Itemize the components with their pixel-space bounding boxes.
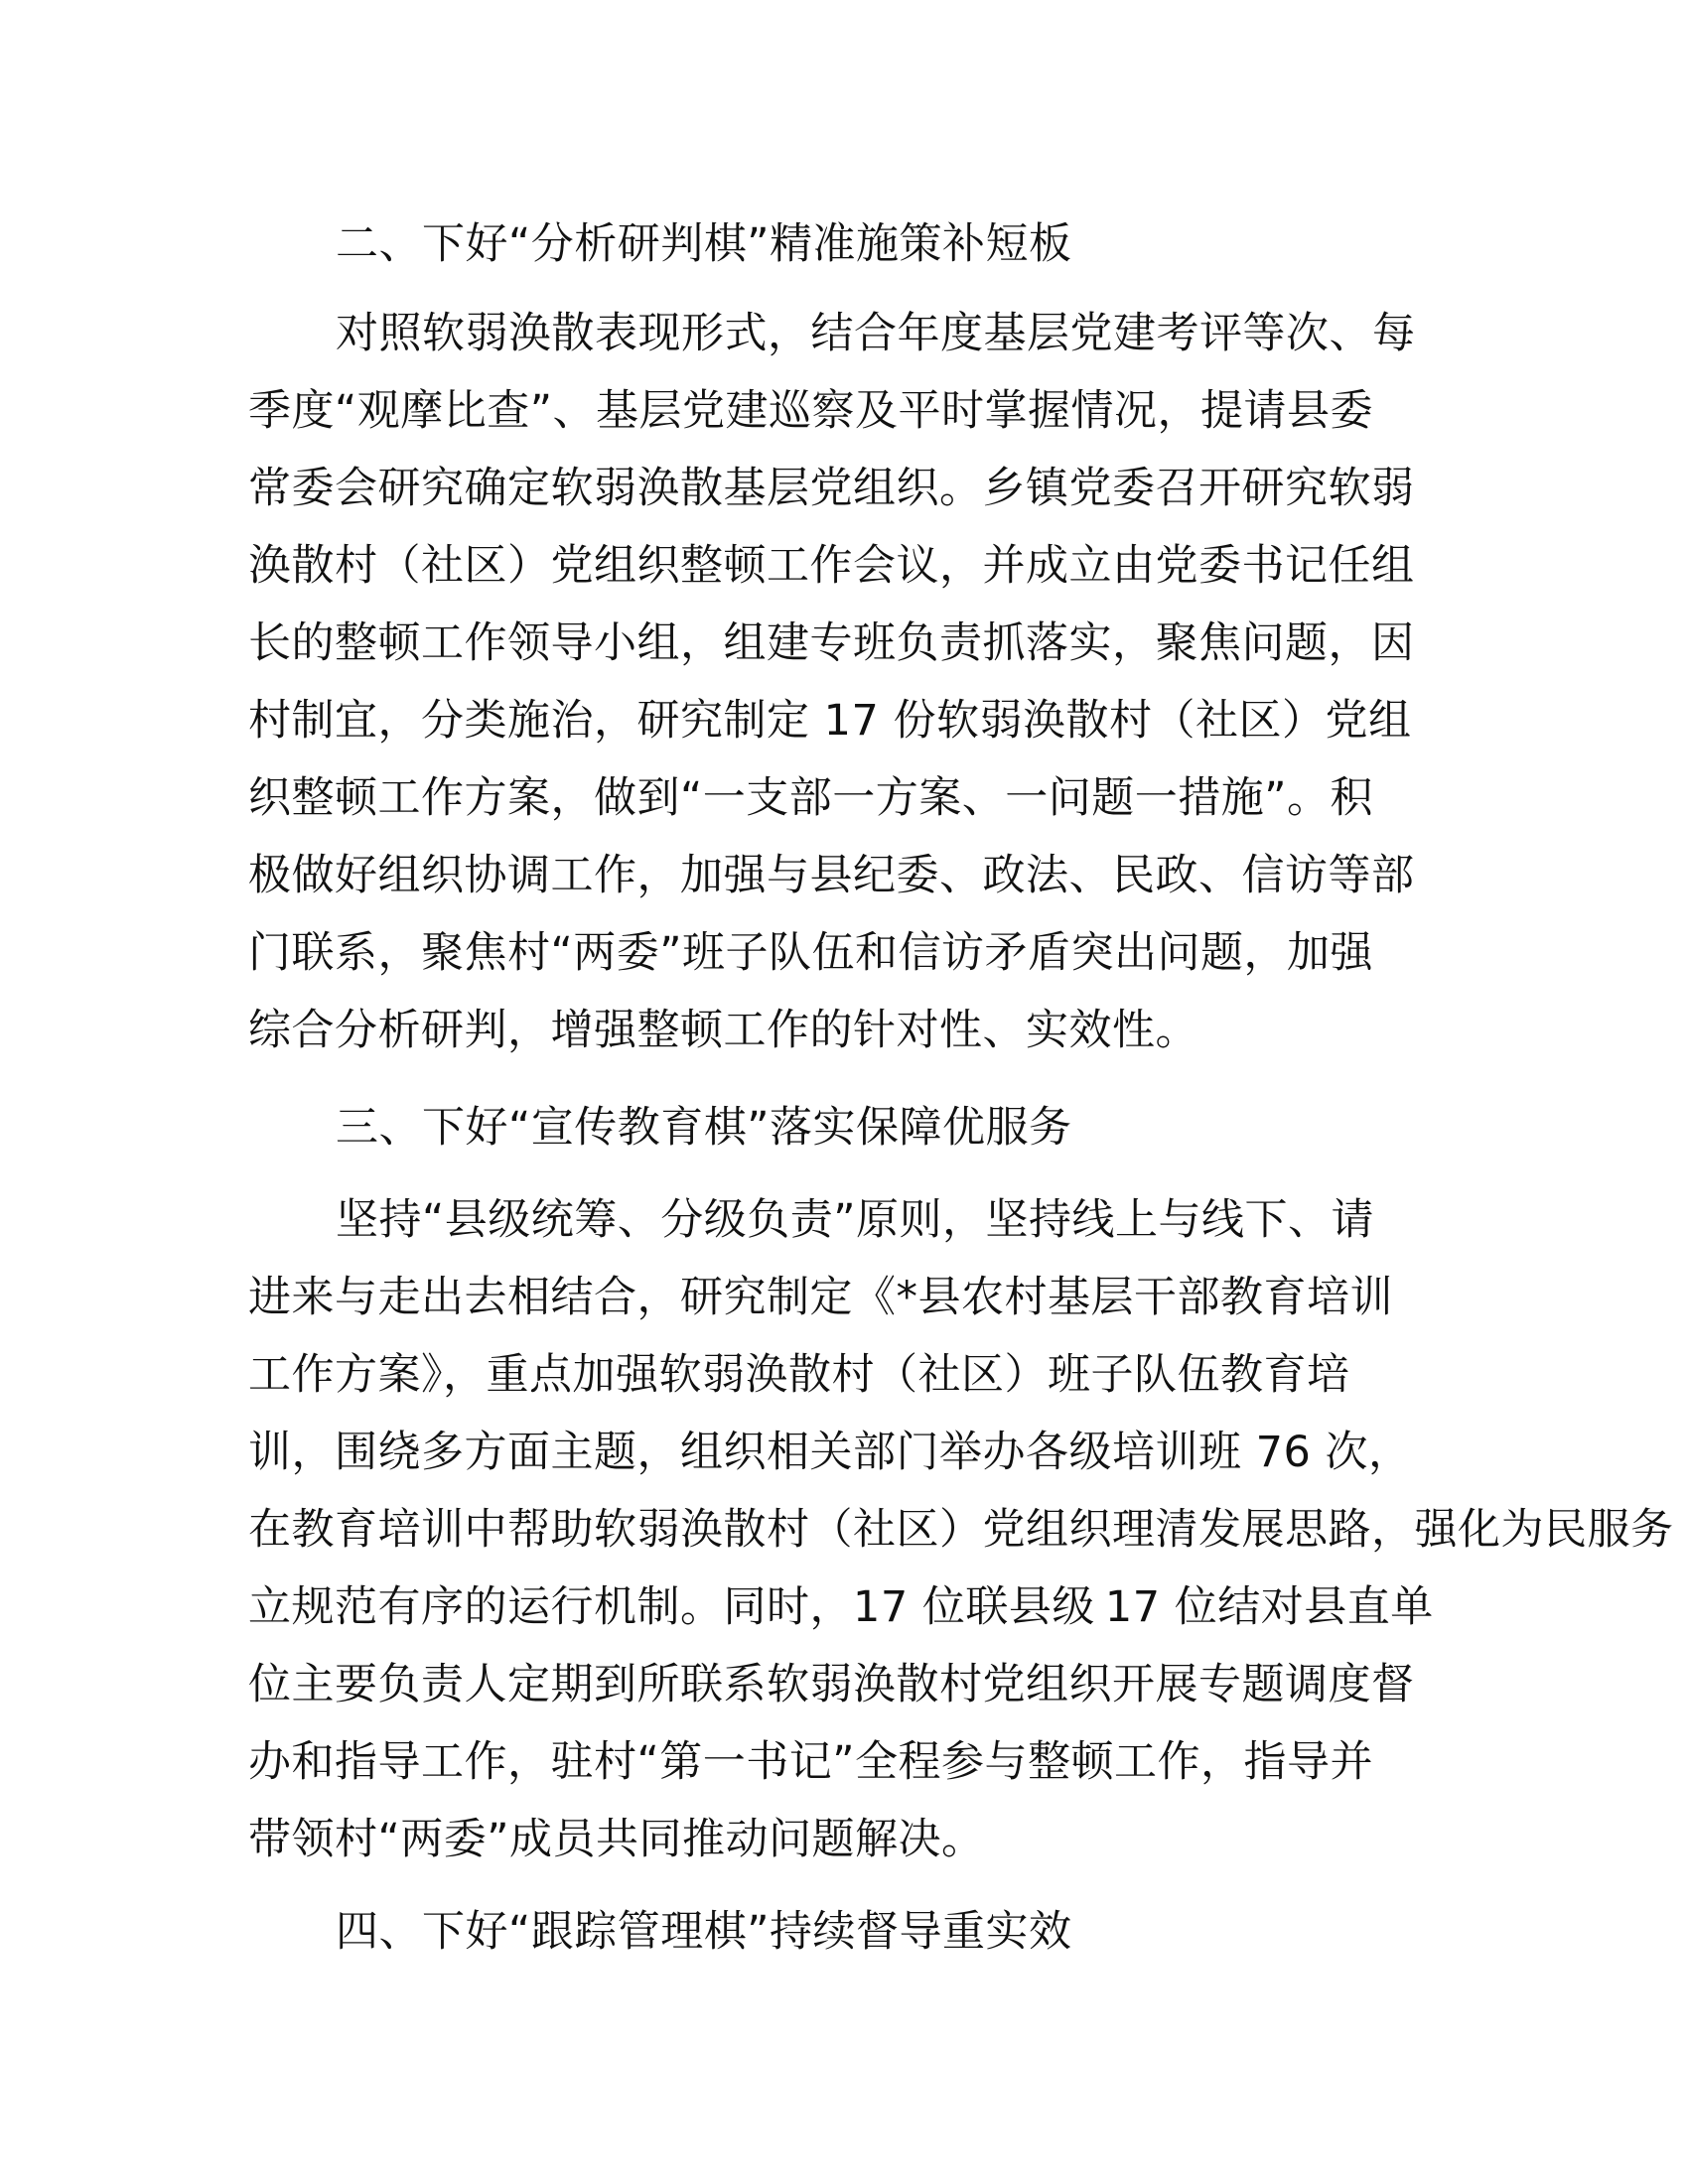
paragraph-line: 进来与走出去相结合，研究制定《*县农村基层干部教育培训 [248,1273,1393,1322]
paragraph-line: 季度“观摩比查”、基层党建巡察及平时掌握情况，提请县委 [248,386,1374,436]
paragraph-line: 涣散村（社区）党组织整顿工作会议，并成立由党委书记任组 [248,541,1415,591]
paragraph-line-overflow: 在教育培训中帮助软弱涣散村（社区）党组织理清发展思路，强化为民服务 [248,1505,1674,1555]
paragraph-line: 训，围绕多方面主题，组织相关部门举办各级培训班 76 次， [248,1428,1412,1477]
section-heading-4: 四、下好“跟踪管理棋”持续督导重实效 [336,1907,1072,1957]
line-segment-tail: 17 位结对县直单 [1104,1582,1434,1632]
paragraph-line: 带领村“两委”成员共同推动问题解决。 [248,1815,985,1864]
paragraph-line: 门联系，聚焦村“两委”班子队伍和信访矛盾突出问题，加强 [248,928,1374,978]
paragraph-line: 综合分析研判，增强整顿工作的针对性、实效性。 [248,1006,1198,1055]
section-heading-2: 二、下好“分析研判棋”精准施策补短板 [336,219,1072,269]
paragraph-line: 对照软弱涣散表现形式，结合年度基层党建考评等次、每 [336,309,1416,358]
paragraph-line: 常委会研究确定软弱涣散基层党组织。乡镇党委召开研究软弱 [248,464,1415,513]
paragraph-line: 村制宜，分类施治，研究制定 17 份软弱涣散村（社区）党组 [248,696,1412,746]
paragraph-line: 坚持“县级统筹、分级负责”原则，坚持线上与线下、请 [336,1195,1375,1245]
paragraph-line: 织整顿工作方案，做到“一支部一方案、一问题一措施”。积 [248,773,1374,823]
paragraph-line: 工作方案》，重点加强软弱涣散村（社区）班子队伍教育培 [248,1350,1350,1400]
paragraph-line: 长的整顿工作领导小组，组建专班负责抓落实，聚焦问题，因 [248,618,1415,668]
section-heading-3: 三、下好“宣传教育棋”落实保障优服务 [336,1103,1072,1153]
line-segment: 立规范有序的运行机制。同时，17 位联县级 [248,1582,1095,1632]
paragraph-line: 办和指导工作，驻村“第一书记”全程参与整顿工作，指导并 [248,1737,1374,1787]
paragraph-line: 极做好组织协调工作，加强与县纪委、政法、民政、信访等部 [248,851,1415,900]
paragraph-line: 位主要负责人定期到所联系软弱涣散村党组织开展专题调度督 [248,1660,1415,1709]
paragraph-line-overlap [248,1577,1434,1637]
